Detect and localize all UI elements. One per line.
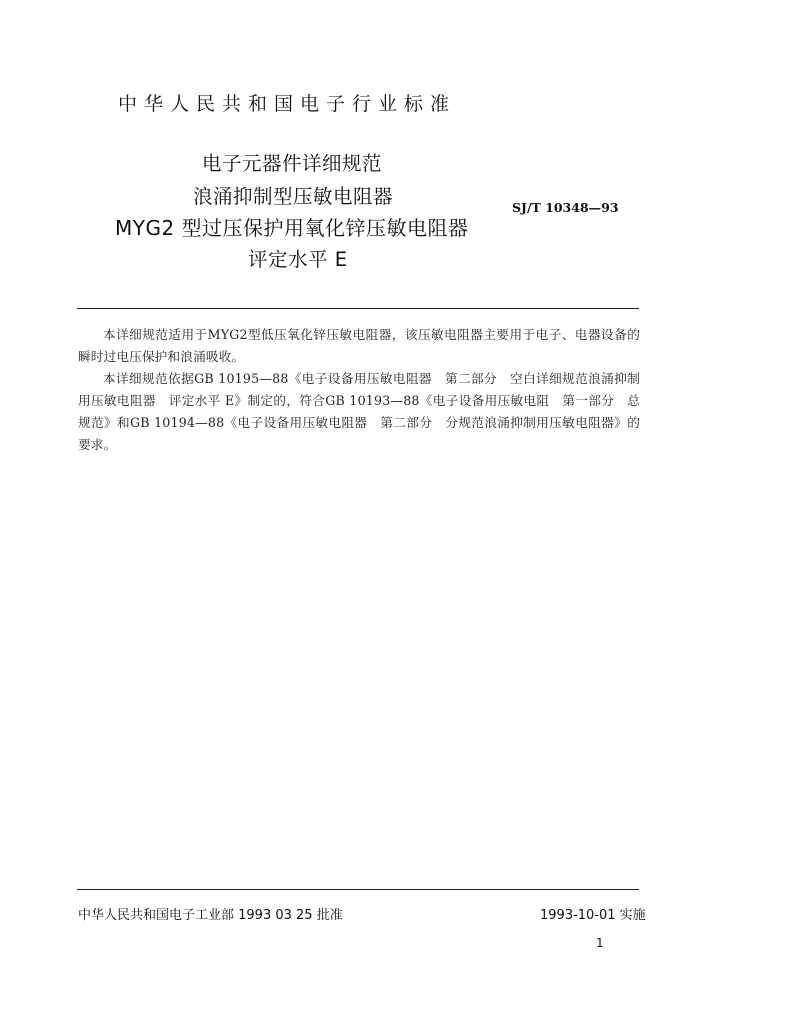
standard-category-header: 中华人民共和国电子行业标准 (118, 93, 457, 115)
top-divider (77, 308, 639, 309)
standard-number: SJ/T 10348—93 (512, 200, 619, 215)
title-line-2: 浪涌抑制型压敏电阻器 (193, 185, 394, 208)
title-line-1: 电子元器件详细规范 (202, 152, 383, 175)
paragraph-scope: 本详细规范适用于MYG2型低压氧化锌压敏电阻器，该压敏电阻器主要用于电子、电器设备的瞬时过电压保护和浪涌吸收。 (78, 327, 640, 364)
title-line-3: MYG2 型过压保护用氧化锌压敏电阻器 (115, 216, 469, 240)
paragraph-basis: 本详细规范依据GB 10195—88《电子设备用压敏电阻器 第二部分 空白详细规范浪涌抑制用压敏电阻器 评定水平 E》制定的，符合GB 10193—88《电子设备用压敏电阻 第一部分 总规范》和GB 10194—88《电子设备用压敏电阻器 第二部分 分规范浪涌抑制用压敏电阻器》的要求。 (78, 371, 640, 452)
body-text (78, 324, 640, 456)
title-line-4: 评定水平 E (248, 248, 348, 271)
page-number: 1 (596, 936, 604, 950)
bottom-divider (77, 889, 639, 890)
approval-note: 中华人民共和国电子工业部 1993 03 25 批准 (78, 908, 343, 923)
implementation-date: 1993-10-01 实施 (540, 908, 646, 923)
